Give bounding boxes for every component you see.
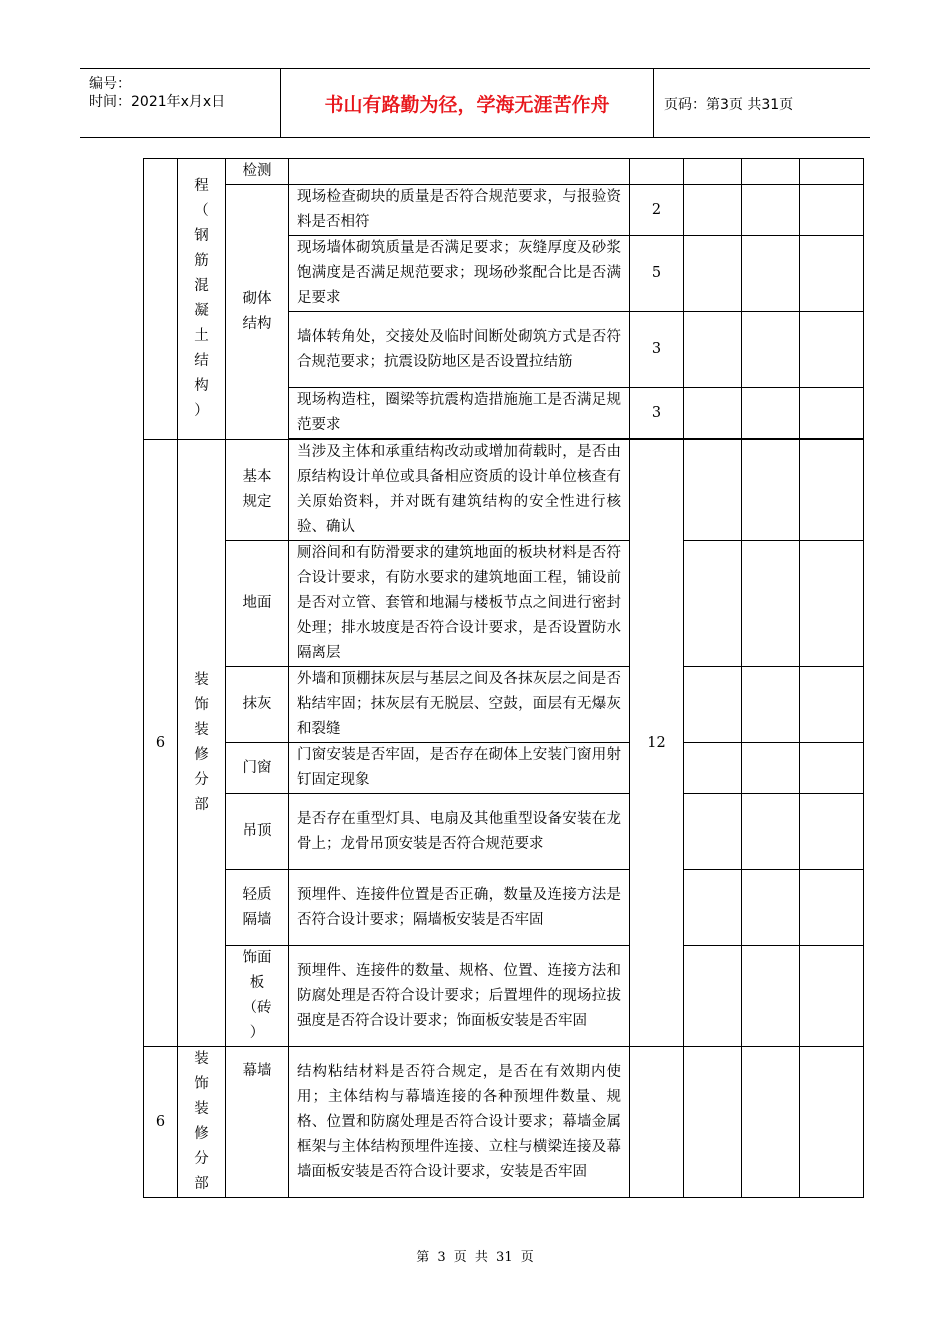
- score-cell: [630, 1047, 684, 1198]
- blank-cell: [800, 870, 864, 946]
- sub-item-cell: 幕墙: [226, 1047, 289, 1198]
- blank-cell: [800, 667, 864, 743]
- desc-cell: 现场检查砌块的质量是否符合规范要求，与报验资料是否相符: [289, 185, 630, 236]
- desc-cell: 预埋件、连接件位置是否正确，数量及连接方法是否符合设计要求；隔墙板安装是否牢固: [289, 870, 630, 946]
- inspection-table: [143, 158, 864, 1198]
- desc-cell: [289, 159, 630, 185]
- table-row: [144, 870, 864, 946]
- table-row: [144, 185, 864, 236]
- blank-cell: [800, 946, 864, 1047]
- sub-item-cell: 轻质 隔墙: [226, 870, 289, 946]
- blank-cell: [684, 312, 742, 388]
- blank-cell: [742, 541, 800, 667]
- desc-cell: 外墙和顶棚抹灰层与基层之间及各抹灰层之间是否粘结牢固；抹灰层有无脱层、空鼓，面层有无爆灰和裂缝: [289, 667, 630, 743]
- blank-cell: [684, 667, 742, 743]
- score-cell: 3: [630, 312, 684, 388]
- page-info: 页码：第3页 共31页: [664, 97, 794, 113]
- section-cell: 装 饰 装 修 分 部: [178, 1047, 226, 1198]
- sub-item-cell: 门窗: [226, 743, 289, 794]
- score-cell: 12: [630, 440, 684, 1047]
- blank-cell: [800, 440, 864, 541]
- blank-cell: [742, 667, 800, 743]
- blank-cell: [742, 185, 800, 236]
- blank-cell: [742, 794, 800, 870]
- blank-cell: [800, 1047, 864, 1198]
- blank-cell: [742, 946, 800, 1047]
- date-label: 时间：2021年x月x日: [89, 94, 226, 110]
- table-row: [144, 159, 864, 185]
- no-cell: 6: [144, 1047, 178, 1198]
- blank-cell: [742, 743, 800, 794]
- blank-cell: [742, 159, 800, 185]
- blank-cell: [800, 541, 864, 667]
- blank-cell: [684, 236, 742, 312]
- blank-cell: [800, 185, 864, 236]
- sub-item-cell: 饰面 板 （砖 ）: [226, 946, 289, 1047]
- section-cell: 装 饰 装 修 分 部: [178, 440, 226, 1047]
- header-meta: [80, 69, 281, 137]
- desc-cell: 当涉及主体和承重结构改动或增加荷载时，是否由原结构设计单位或具备相应资质的设计单位核查有关原始资料，并对既有建筑结构的安全性进行核验、确认: [289, 440, 630, 541]
- desc-cell: 现场墙体砌筑质量是否满足要求；灰缝厚度及砂浆饱满度是否满足规范要求；现场砂浆配合比是否满足要求: [289, 236, 630, 312]
- blank-cell: [684, 870, 742, 946]
- table-row: [144, 794, 864, 870]
- blank-cell: [800, 312, 864, 388]
- table-row: [144, 440, 864, 541]
- sub-item-cell: 抹灰: [226, 667, 289, 743]
- table-row: [144, 946, 864, 1047]
- score-cell: 5: [630, 236, 684, 312]
- blank-cell: [742, 440, 800, 541]
- blank-cell: [742, 1047, 800, 1198]
- motto: 书山有路勤为径，学海无涯苦作舟: [281, 69, 654, 137]
- sub-item-cell: 检测: [226, 159, 289, 185]
- blank-cell: [684, 1047, 742, 1198]
- desc-cell: 预埋件、连接件的数量、规格、位置、连接方法和防腐处理是否符合设计要求；后置埋件的现场拉拔强度是否符合设计要求；饰面板安装是否牢固: [289, 946, 630, 1047]
- desc-cell: 厕浴间和有防滑要求的建筑地面的板块材料是否符合设计要求，有防水要求的建筑地面工程，铺设前是否对立管、套管和地漏与楼板节点之间进行密封处理；排水坡度是否符合设计要求，是否设置防水隔离层: [289, 541, 630, 667]
- table-row: [144, 667, 864, 743]
- blank-cell: [800, 794, 864, 870]
- blank-cell: [684, 185, 742, 236]
- blank-cell: [684, 388, 742, 439]
- blank-cell: [800, 236, 864, 312]
- blank-cell: [684, 743, 742, 794]
- blank-cell: [742, 388, 800, 439]
- table-row: [144, 743, 864, 794]
- table-row: [144, 1047, 864, 1198]
- page-header: [80, 68, 870, 138]
- sub-item-cell: 吊顶: [226, 794, 289, 870]
- desc-cell: 结构粘结材料是否符合规定，是否在有效期内使用；主体结构与幕墙连接的各种预埋件数量、规格、位置和防腐处理是否符合设计要求；幕墙金属框架与主体结构预埋件连接、立柱与横梁连接及幕墙面板安装是否符合设计要求，安装是否牢固: [289, 1047, 630, 1198]
- blank-cell: [742, 236, 800, 312]
- desc-cell: 门窗安装是否牢固，是否存在砌体上安装门窗用射钉固定现象: [289, 743, 630, 794]
- blank-cell: [742, 312, 800, 388]
- sub-item-cell: 基本 规定: [226, 440, 289, 541]
- blank-cell: [800, 743, 864, 794]
- blank-cell: [684, 440, 742, 541]
- desc-cell: 墙体转角处，交接处及临时间断处砌筑方式是否符合规范要求；抗震设防地区是否设置拉结筋: [289, 312, 630, 388]
- blank-cell: [684, 159, 742, 185]
- section-cell: 程 （ 钢 筋 混 凝 土 结 构 ）: [178, 159, 226, 440]
- sub-item-cell: 地面: [226, 541, 289, 667]
- blank-cell: [684, 946, 742, 1047]
- table-row: [144, 541, 864, 667]
- blank-cell: [800, 388, 864, 439]
- no-cell: [144, 159, 178, 440]
- blank-cell: [684, 794, 742, 870]
- no-cell: 6: [144, 440, 178, 1047]
- desc-cell: 现场构造柱，圈梁等抗震构造措施施工是否满足规范要求: [289, 388, 630, 439]
- desc-cell: 是否存在重型灯具、电扇及其他重型设备安装在龙骨上；龙骨吊顶安装是否符合规范要求: [289, 794, 630, 870]
- blank-cell: [684, 541, 742, 667]
- blank-cell: [742, 870, 800, 946]
- score-cell: [630, 159, 684, 185]
- sub-item-cell: 砌体 结构: [226, 185, 289, 440]
- page-footer: 第 3 页 共 31 页: [416, 1250, 534, 1265]
- code-label: 编号：: [89, 76, 131, 92]
- blank-cell: [800, 159, 864, 185]
- score-cell: 2: [630, 185, 684, 236]
- score-cell: 3: [630, 388, 684, 439]
